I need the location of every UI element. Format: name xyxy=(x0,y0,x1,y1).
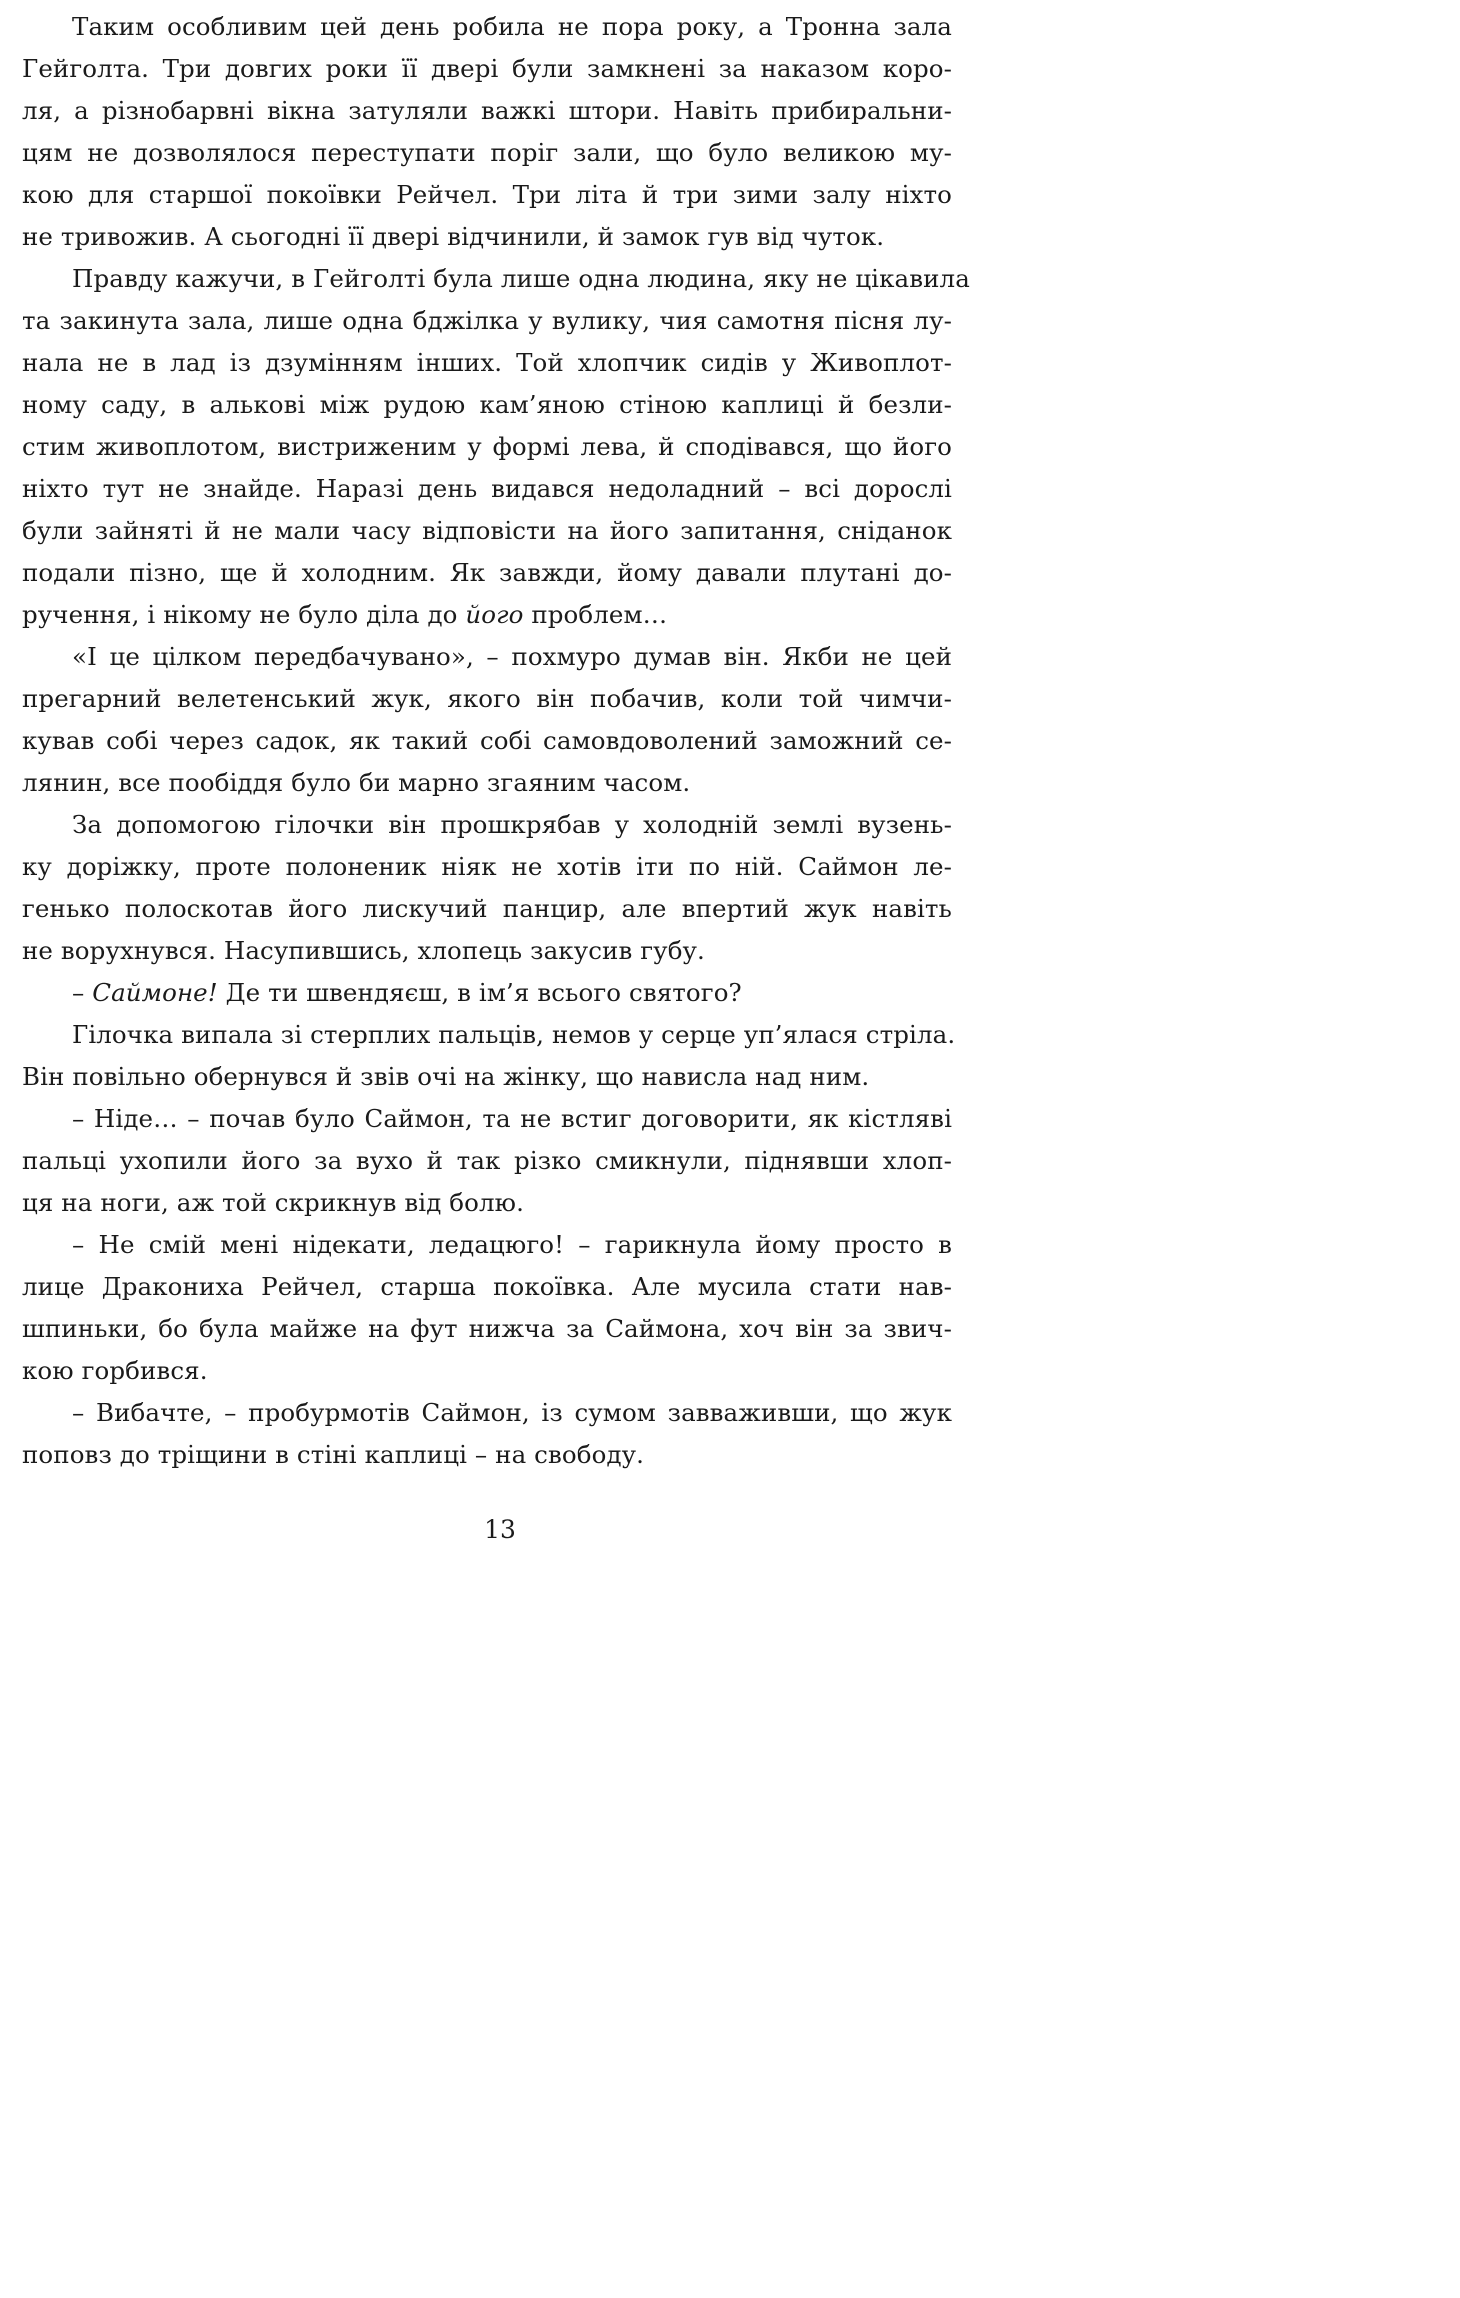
paragraph xyxy=(22,636,952,804)
text-line: ля, а різнобарвні вікна затуляли важкі штори. Навіть прибиральни- xyxy=(22,96,952,125)
text-line: – Вибачте, – пробурмотів Саймон, із сумом завваживши, що жук xyxy=(72,1398,952,1427)
italic-word: його xyxy=(465,600,524,629)
text-run: Де ти швендяєш, в ім’я всього святого? xyxy=(217,978,742,1007)
text-line: За допомогою гілочки він прошкрябав у холодній землі вузень- xyxy=(72,810,952,839)
text-line: кою для старшої покоївки Рейчел. Три літа й три зими залу ніхто xyxy=(22,180,952,209)
text-line: прегарний велетенський жук, якого він побачив, коли той чимчи- xyxy=(22,684,952,713)
text-line: не ворухнувся. Насупившись, хлопець закусив губу. xyxy=(22,936,705,965)
text-line: «І це цілком передбачувано», – похмуро думав він. Якби не цей xyxy=(72,642,952,671)
text-line: та закинута зала, лише одна бджілка у вулику, чия самотня пісня лу- xyxy=(22,306,952,335)
text-run: – xyxy=(72,978,93,1007)
page-number: 13 xyxy=(484,1515,516,1544)
text-line xyxy=(22,972,952,1014)
text-line: лице Дракониха Рейчел, старша покоївка. Але мусила стати нав- xyxy=(22,1272,952,1301)
paragraph xyxy=(22,1392,952,1476)
text-line: Гілочка випала зі стерплих пальців, немов у серце уп’ялася стріла. xyxy=(72,1020,956,1049)
text-line: поповз до тріщини в стіні каплиці – на свободу. xyxy=(22,1440,645,1469)
text-line: нала не в лад із дзумінням інших. Той хлопчик сидів у Живоплот- xyxy=(22,348,952,377)
text-line: ця на ноги, аж той скрикнув від болю. xyxy=(22,1188,524,1217)
text-line: кою горбився. xyxy=(22,1356,208,1385)
text-line: цям не дозволялося переступати поріг зали, що було великою му- xyxy=(22,138,952,167)
paragraph xyxy=(22,1224,952,1392)
body-text xyxy=(22,6,970,1476)
paragraph xyxy=(22,1098,952,1224)
paragraph xyxy=(22,972,952,1014)
text-line: – Не смій мені нідекати, ледацюго! – гарикнула йому просто в xyxy=(72,1230,952,1259)
text-line: Він повільно обернувся й звів очі на жінку, що нависла над ним. xyxy=(22,1062,870,1091)
text-line: були зайняті й не мали часу відповісти на його запитання, сніданок xyxy=(22,516,952,545)
text-line: шпиньки, бо була майже на фут нижча за Саймона, хоч він за звич- xyxy=(22,1314,952,1343)
paragraph xyxy=(22,1014,956,1098)
text-line: ніхто тут не знайде. Наразі день видався недоладний – всі дорослі xyxy=(22,474,952,503)
text-line: не тривожив. А сьогодні її двері відчинили, й замок гув від чуток. xyxy=(22,222,885,251)
text-line: генько полоскотав його лискучий панцир, але впертий жук навіть xyxy=(22,894,952,923)
text-run: проблем… xyxy=(523,600,668,629)
text-line: ному саду, в альковi між рудою кам’яною стіною каплиці й безли- xyxy=(22,390,952,419)
text-line: – Ніде… – почав було Саймон, та не встиг договорити, як кістляві xyxy=(72,1104,952,1133)
book-page xyxy=(0,0,1000,1574)
text-run: ручення, і нікому не було діла до xyxy=(22,600,466,629)
text-line: Правду кажучи, в Гейголті була лише одна людина, яку не цікавила xyxy=(72,264,970,293)
paragraph xyxy=(22,804,952,972)
paragraph xyxy=(22,258,970,636)
paragraph xyxy=(22,6,952,258)
text-line: пальці ухопили його за вухо й так різко смикнули, піднявши хлоп- xyxy=(22,1146,952,1175)
text-line: Таким особливим цей день робила не пора року, а Тронна зала xyxy=(72,12,952,41)
text-line: лянин, все пообіддя було би марно згаяним часом. xyxy=(22,768,691,797)
text-line: Гейголта. Три довгих роки її двері були замкнені за наказом коро- xyxy=(22,54,952,83)
text-line xyxy=(22,594,952,636)
text-line: стим живоплотом, вистриженим у формі лева, й сподівався, що його xyxy=(22,432,952,461)
text-line: подали пізно, ще й холодним. Як завжди, йому давали плутані до- xyxy=(22,558,952,587)
italic-word: Саймоне! xyxy=(92,978,218,1007)
text-line: ку доріжку, проте полоненик ніяк не хотів іти по ній. Саймон ле- xyxy=(22,852,952,881)
text-line: кував собі через садок, як такий собі самовдоволений заможний се- xyxy=(22,726,952,755)
